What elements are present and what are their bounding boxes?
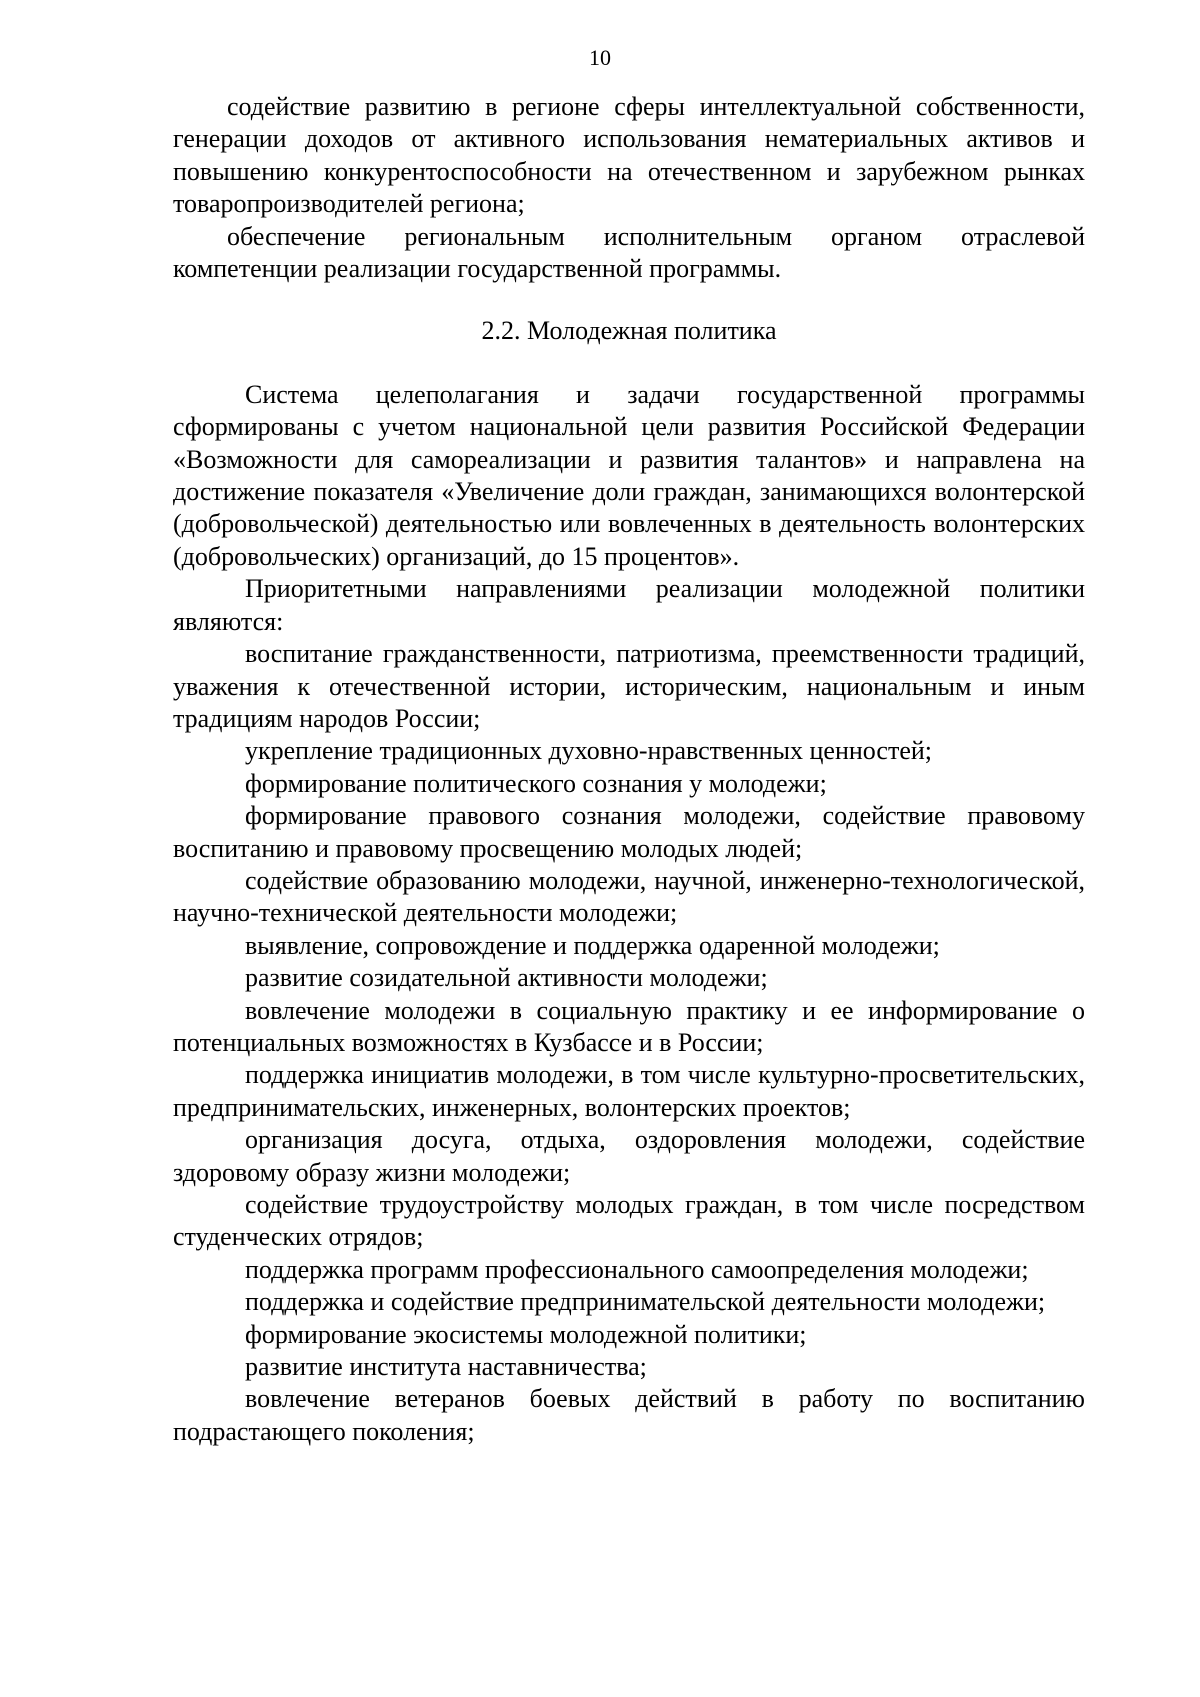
list-item: выявление, сопровождение и поддержка одаренной молодежи; <box>245 930 940 960</box>
list-item: развитие института наставничества; <box>245 1352 647 1382</box>
list-item: формирование политического сознания у молодежи; <box>245 768 827 798</box>
list-item: укрепление традиционных духовно-нравственных ценностей; <box>245 736 932 766</box>
paragraph-executive-competence: обеспечение региональным исполнительным органом отраслевой компетенции реализации государственной программы. <box>173 221 1085 284</box>
list-item: развитие созидательной активности молодежи; <box>245 963 768 993</box>
list-item: поддержка программ профессионального самоопределения молодежи; <box>245 1254 1029 1284</box>
list-item: организация досуга, отдыха, оздоровления молодежи, содействие здоровому образу жизни молодежи; <box>173 1125 1085 1187</box>
list-item: вовлечение молодежи в социальную практику и ее информирование о потенциальных возможностях в Кузбассе и в России; <box>173 995 1085 1057</box>
paragraph-priorities-intro: Приоритетными направлениями реализации молодежной политики являются: <box>173 574 1085 636</box>
list-item: поддержка инициатив молодежи, в том числе культурно-просветительских, предпринимательских, инженерных, волонтерских проектов; <box>173 1060 1085 1122</box>
paragraph-goal-system: Система целеполагания и задачи государственной программы сформированы с учетом национальной цели развития Российской Федерации «Возможности для самореализации и развития талантов» и направлена на достижение показателя «Увеличение доли граждан, занимающихся волонтерской (добровольческой) деятельностью или вовлеченных в деятельность волонтерских (добровольческих) организаций, до 15 процентов». <box>173 379 1085 571</box>
page-number: 10 <box>589 45 611 70</box>
paragraph-ip-development: содействие развитию в регионе сферы интеллектуальной собственности, генерации доходов от активного использования нематериальных активов и повышению конкурентоспособности на отечественном и зарубежном рынках товаропроизводителей региона; <box>173 92 1085 219</box>
section-heading: 2.2. Молодежная политика <box>481 316 777 346</box>
list-item: содействие трудоустройству молодых граждан, в том числе посредством студенческих отрядов; <box>173 1190 1085 1252</box>
list-item: формирование правового сознания молодежи, содействие правовому воспитанию и правовому просвещению молодых людей; <box>173 801 1085 863</box>
list-item: вовлечение ветеранов боевых действий в работу по воспитанию подрастающего поколения; <box>173 1384 1085 1446</box>
page-content <box>173 91 1085 1448</box>
list-item: поддержка и содействие предпринимательской деятельности молодежи; <box>245 1287 1046 1317</box>
list-item: содействие образованию молодежи, научной, инженерно-технологической, научно-технической деятельности молодежи; <box>173 865 1085 928</box>
list-item: воспитание гражданственности, патриотизма, преемственности традиций, уважения к отечественной истории, историческим, национальным и иным традициям народов России; <box>173 639 1085 733</box>
list-item: формирование экосистемы молодежной политики; <box>245 1319 807 1349</box>
